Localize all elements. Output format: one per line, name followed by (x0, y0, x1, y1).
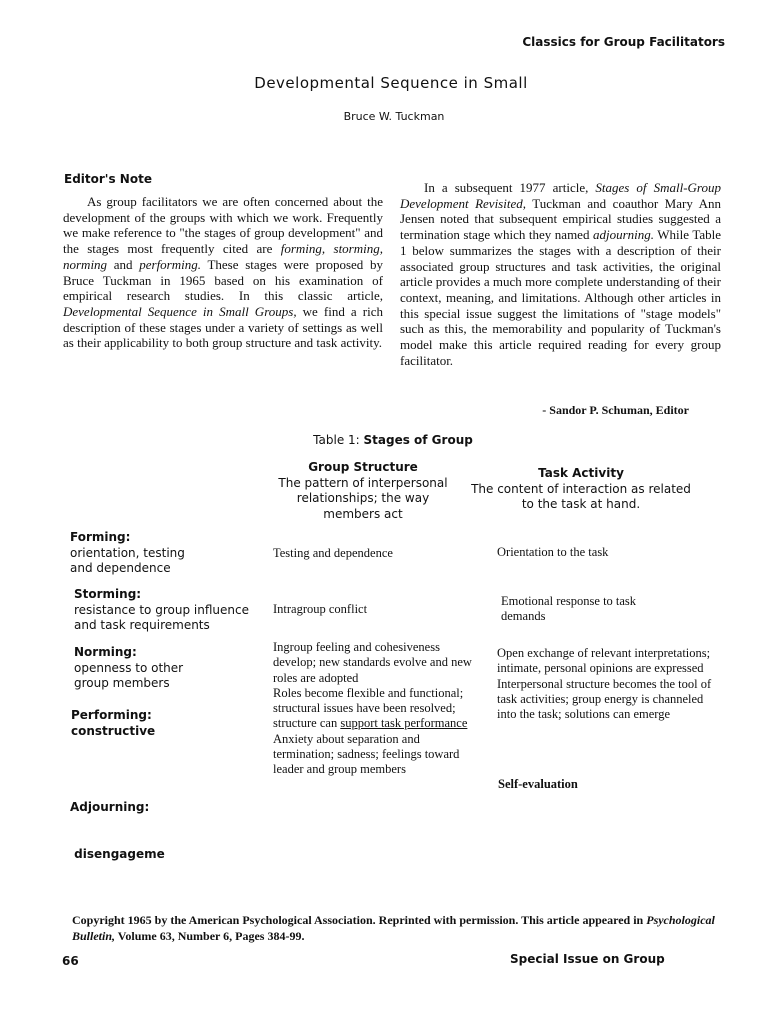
group-structure-description: The pattern of interpersonal relationships; the way members act (278, 475, 448, 521)
gs-cell-norming-performing (273, 640, 483, 778)
stage-performing (71, 708, 261, 739)
task-activity-description: The content of interaction as related to the task at hand. (471, 481, 691, 511)
stage-norming-desc-1: openness to other (74, 660, 184, 675)
page-number: 66 (62, 954, 79, 968)
running-header: Classics for Group Facilitators (522, 35, 725, 49)
ta-cell-adjourning: Self-evaluation (498, 777, 578, 791)
stage-storming-desc-1: resistance to group influence (74, 602, 249, 617)
stage-adjourning-desc: disengageme (70, 846, 165, 861)
stage-storming-name: Storming: (74, 587, 142, 601)
task-activity-header (470, 466, 692, 513)
p2-text-a: In a subsequent 1977 article, (424, 180, 596, 195)
stage-norming-name: Norming: (74, 645, 137, 659)
p2-italic-adjourning: adjourning. (592, 227, 655, 243)
stage-norming-desc-2: group members (74, 676, 170, 690)
stage-storming (74, 587, 264, 634)
editor-signature: - Sandor P. Schuman, Editor (542, 403, 689, 417)
gs-cell-performing (273, 686, 483, 732)
table-caption-title: Stages of Group (363, 433, 473, 447)
editors-note-heading: Editor's Note (64, 172, 152, 186)
table-caption-prefix: Table 1: (313, 433, 364, 447)
ta-cell-performing: Interpersonal structure becomes the tool of task activities; group energy is channeled into the task; solutions can emerge (497, 676, 712, 722)
article-title: Developmental Sequence in Small (254, 74, 528, 92)
p1-text-a: As group facilitators we are often concerned about the development of the groups with which we work. Frequently we make reference to "the stages of group development" and the stages most frequently cited are (63, 194, 383, 257)
copyright-text-b: Volume 63, Number 6, Pages 384-99. (115, 929, 305, 943)
stage-forming-desc-1: orientation, testing (70, 545, 185, 560)
group-structure-header (268, 460, 458, 522)
group-structure-heading: Group Structure (308, 460, 418, 474)
stage-forming (70, 530, 260, 577)
ta-cell-norming: Open exchange of relevant interpretations; intimate, personal opinions are expressed (497, 646, 711, 676)
editors-note-paragraph-2 (400, 180, 721, 368)
ta-cell-storming: Emotional response to task demands (501, 594, 637, 624)
table-caption (0, 433, 768, 447)
task-activity-heading: Task Activity (538, 466, 624, 480)
gs-cell-performing-text: Roles become flexible and functional; structural issues have been resolved; structure can (273, 685, 464, 731)
gs-cell-norming: Ingroup feeling and cohesiveness develop; new standards evolve and new roles are adopted (273, 640, 472, 685)
stage-performing-name: Performing: (71, 708, 152, 722)
gs-cell-performing-underlined: support task performance (340, 716, 468, 731)
p1-italic-article-title: Developmental Sequence in Small Groups, (63, 303, 297, 319)
p2-text-c: While Table 1 below summarizes the stages with a description of their associated group structures and task activities, the original article provides a much more complete understanding of their context, meaning, and limitations. Although other articles in this special issue suggest the limitations of "stage models" such as this, the memorability and popularity of Tuckman's model make this article required reading for every group facilitator. (400, 227, 721, 368)
article-author: Bruce W. Tuckman (343, 110, 445, 123)
copyright-journal: Psychological Bulletin, (72, 913, 715, 943)
p1-text-c: These stages were proposed by Bruce Tuckman in 1965 based on his examination of empirical research studies. In this classic article, (63, 256, 383, 304)
p2-italic-article-title: Stages of Small-Group Development Revisited, (400, 180, 721, 211)
editors-note-paragraph-1 (63, 194, 383, 351)
p1-text-d: we find a rich description of these stages under a variety of settings as well as their applicability to both group structure and task activity. (63, 303, 383, 351)
gs-cell-adjourning: Anxiety about separation and termination; sadness; feelings toward leader and group members (273, 731, 460, 777)
p1-text-b: and (107, 256, 140, 272)
editors-note-right-column (400, 180, 721, 368)
copyright-text-a: Copyright 1965 by the American Psychological Association. Reprinted with permission. This article appeared in (72, 913, 647, 927)
copyright-notice (72, 912, 732, 944)
p1-italic-performing: performing. (139, 256, 201, 272)
gs-cell-forming: Testing and dependence (273, 546, 393, 560)
stage-norming (74, 645, 264, 692)
stage-storming-desc-2: and task requirements (74, 618, 210, 632)
stage-adjourning-name: Adjourning: (70, 800, 150, 814)
editors-note-left-column (63, 194, 383, 351)
stage-forming-name: Forming: (70, 530, 131, 544)
stage-performing-desc: constructive (71, 723, 156, 738)
stage-adjourning (70, 769, 260, 878)
gs-cell-storming: Intragroup conflict (273, 602, 368, 616)
p1-italic-stages: forming, storming, norming (63, 241, 383, 272)
ta-cell-norming-performing (497, 646, 712, 722)
issue-title: Special Issue on Group (510, 952, 665, 966)
ta-cell-forming: Orientation to the task (497, 545, 609, 559)
stage-forming-desc-2: and dependence (70, 561, 171, 575)
p2-text-b: Tuckman and coauthor Mary Ann Jensen noted that subsequent empirical studies suggested a termination stage which they named (400, 195, 721, 243)
